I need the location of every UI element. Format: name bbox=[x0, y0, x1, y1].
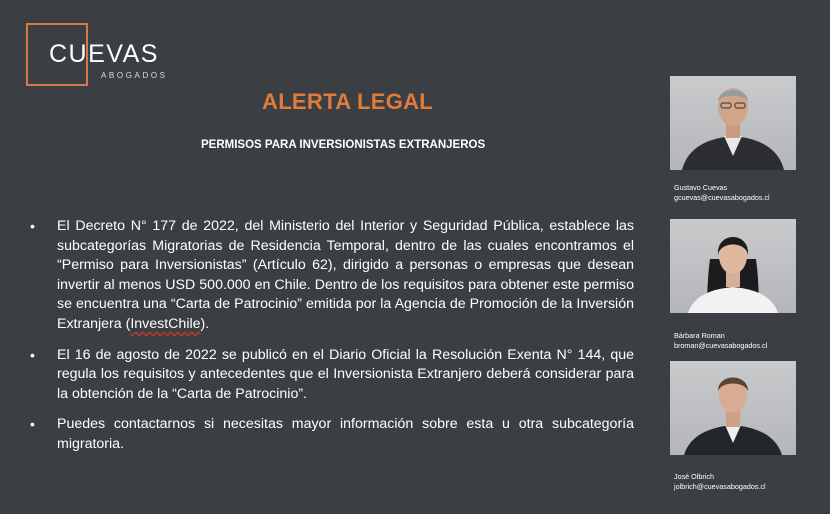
contact-photo-barbara bbox=[670, 219, 796, 313]
contact-card-jose bbox=[674, 472, 766, 492]
contact-name: José Olbrich bbox=[674, 472, 714, 481]
contact-card-gustavo bbox=[674, 183, 770, 203]
contact-photo-jose bbox=[670, 361, 796, 455]
bullet-text: El 16 de agosto de 2022 se publicó en el Diario Oficial la Resolución Exenta N° 144, que regula los requisitos y antecedentes que el Inversionista Extranjero deberá considerar para la obtención de la “Carta de Patrocinio”. bbox=[57, 346, 634, 402]
logo-name: CUEVAS bbox=[49, 40, 159, 68]
page-subtitle: PERMISOS PARA INVERSIONISTAS EXTRANJEROS bbox=[201, 139, 486, 151]
page-title: ALERTA LEGAL bbox=[262, 89, 434, 114]
contact-email[interactable]: jolbrich@cuevasabogados.cl bbox=[674, 482, 766, 491]
bullet-icon: • bbox=[30, 218, 35, 234]
bullet-item bbox=[26, 217, 634, 335]
contact-email[interactable]: broman@cuevasabogados.cl bbox=[674, 341, 768, 350]
bullet-item bbox=[26, 415, 634, 454]
logo-subtitle: ABOGADOS bbox=[101, 71, 168, 80]
contact-name: Gustavo Cuevas bbox=[674, 183, 728, 192]
contact-name: Bárbara Roman bbox=[674, 331, 725, 340]
bullet-item bbox=[26, 346, 634, 405]
contact-card-barbara bbox=[674, 331, 767, 351]
bullet-list bbox=[26, 217, 634, 466]
contact-email[interactable]: gcuevas@cuevasabogados.cl bbox=[674, 193, 770, 202]
bullet-text: Puedes contactarnos si necesitas mayor información sobre esta u otra subcategoría migratoria. bbox=[57, 416, 634, 452]
bullet-text-end: ). bbox=[200, 315, 210, 332]
contact-photo-gustavo bbox=[670, 76, 796, 170]
investchile-link[interactable]: InvestChile bbox=[130, 315, 201, 332]
bullet-icon: • bbox=[30, 416, 35, 433]
bullet-icon: • bbox=[30, 346, 35, 363]
bullet-text: El Decreto N° 177 de 2022, del Ministerio del Interior y Seguridad Pública, establece las subcategorías Migratorias de Residencia Temporal, dentro de las cuales encontramos el “Permiso para Inversionistas” (Artículo 62), dirigido a personas o empresas que desean invertir al menos USD 500.000 en Chile. Dentro de los requisitos para obtener este permiso se encuentra una “Carta de Patrocinio” emitida por la Agencia de Promoción de la Inversión Extranjera ( bbox=[57, 218, 634, 332]
